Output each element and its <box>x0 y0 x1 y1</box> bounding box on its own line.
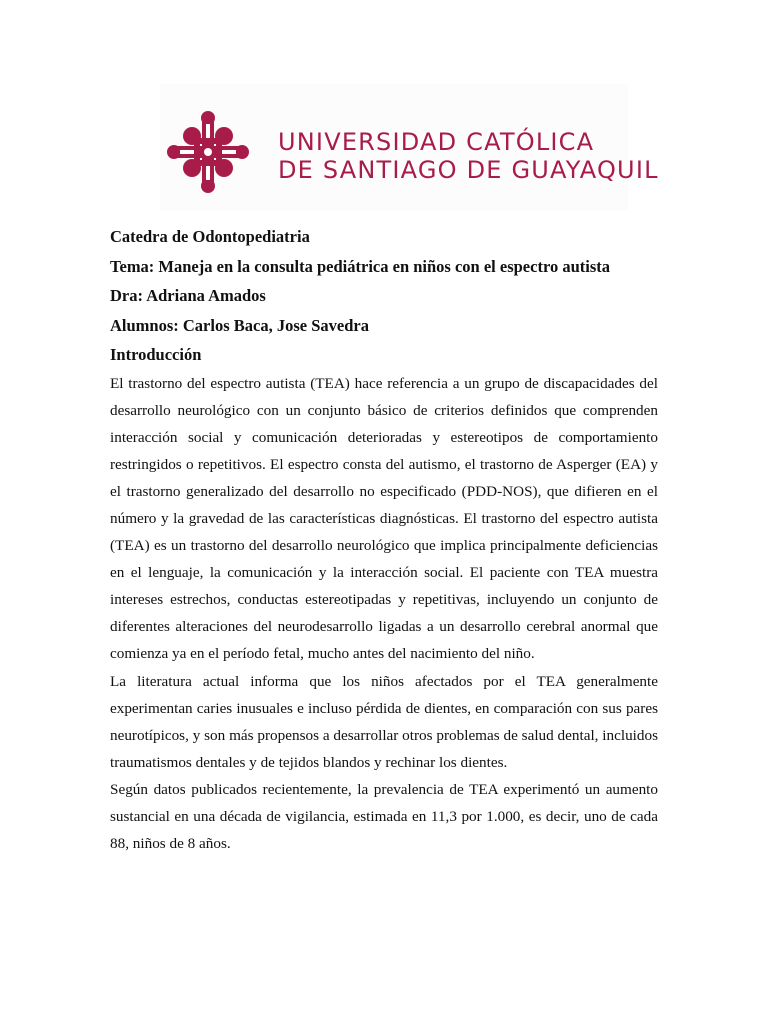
alumnos-heading: Alumnos: Carlos Baca, Jose Savedra <box>110 315 369 335</box>
paragraph-3: Según datos publicados recientemente, la prevalencia de TEA experimentó un aumento sustancial en una década de vigilancia, estimada en 11,3 por 1.000, es decir, uno de cada 88, niños de 8 años. <box>110 780 658 853</box>
tema-heading: Tema: Maneja en la consulta pediátrica en niños con el espectro autista <box>110 256 611 276</box>
paragraph-2: La literatura actual informa que los niños afectados por el TEA generalmente experimentan caries inusuales e incluso pérdida de dientes, en comparación con sus pares neurotípicos, y son más propensos a desarrollar otros problemas de salud dental, incluidos traumatismos dentales y de tejidos blandos y rechinar los dientes. <box>110 672 658 771</box>
university-logo <box>160 84 659 210</box>
logo-line-1: UNIVERSIDAD CATÓLICA <box>278 128 595 156</box>
paragraph-1: El trastorno del espectro autista (TEA) hace referencia a un grupo de discapacidades del desarrollo neurológico con un conjunto básico de criterios definidos que comprenden interacción social y comunicación deterioradas y estereotipos de comportamiento restringidos o repetitivos. El espectro consta del autismo, el trastorno de Asperger (EA) y el trastorno generalizado del desarrollo no especificado (PDD-NOS), que difieren en el número y la gravedad de las características diagnósticas. El trastorno del espectro autista (TEA) es un trastorno del desarrollo neurológico que implica principalmente deficiencias en el lenguaje, la comunicación y la interacción social. El paciente con TEA muestra intereses estrechos, conductas estereotipadas y repetitivas, incluyendo un conjunto de diferentes alteraciones del neurodesarrollo ligadas a un desarrollo cerebral anormal que comienza ya en el período fetal, mucho antes del nacimiento del niño. <box>110 374 658 663</box>
introduccion-heading: Introducción <box>110 345 202 364</box>
dra-heading: Dra: Adriana Amados <box>110 286 266 305</box>
document-body <box>110 222 658 857</box>
cross-emblem-icon <box>166 110 250 194</box>
logo-line-2: DE SANTIAGO DE GUAYAQUIL <box>278 156 659 184</box>
catedra-heading: Catedra de Odontopediatria <box>110 227 310 246</box>
